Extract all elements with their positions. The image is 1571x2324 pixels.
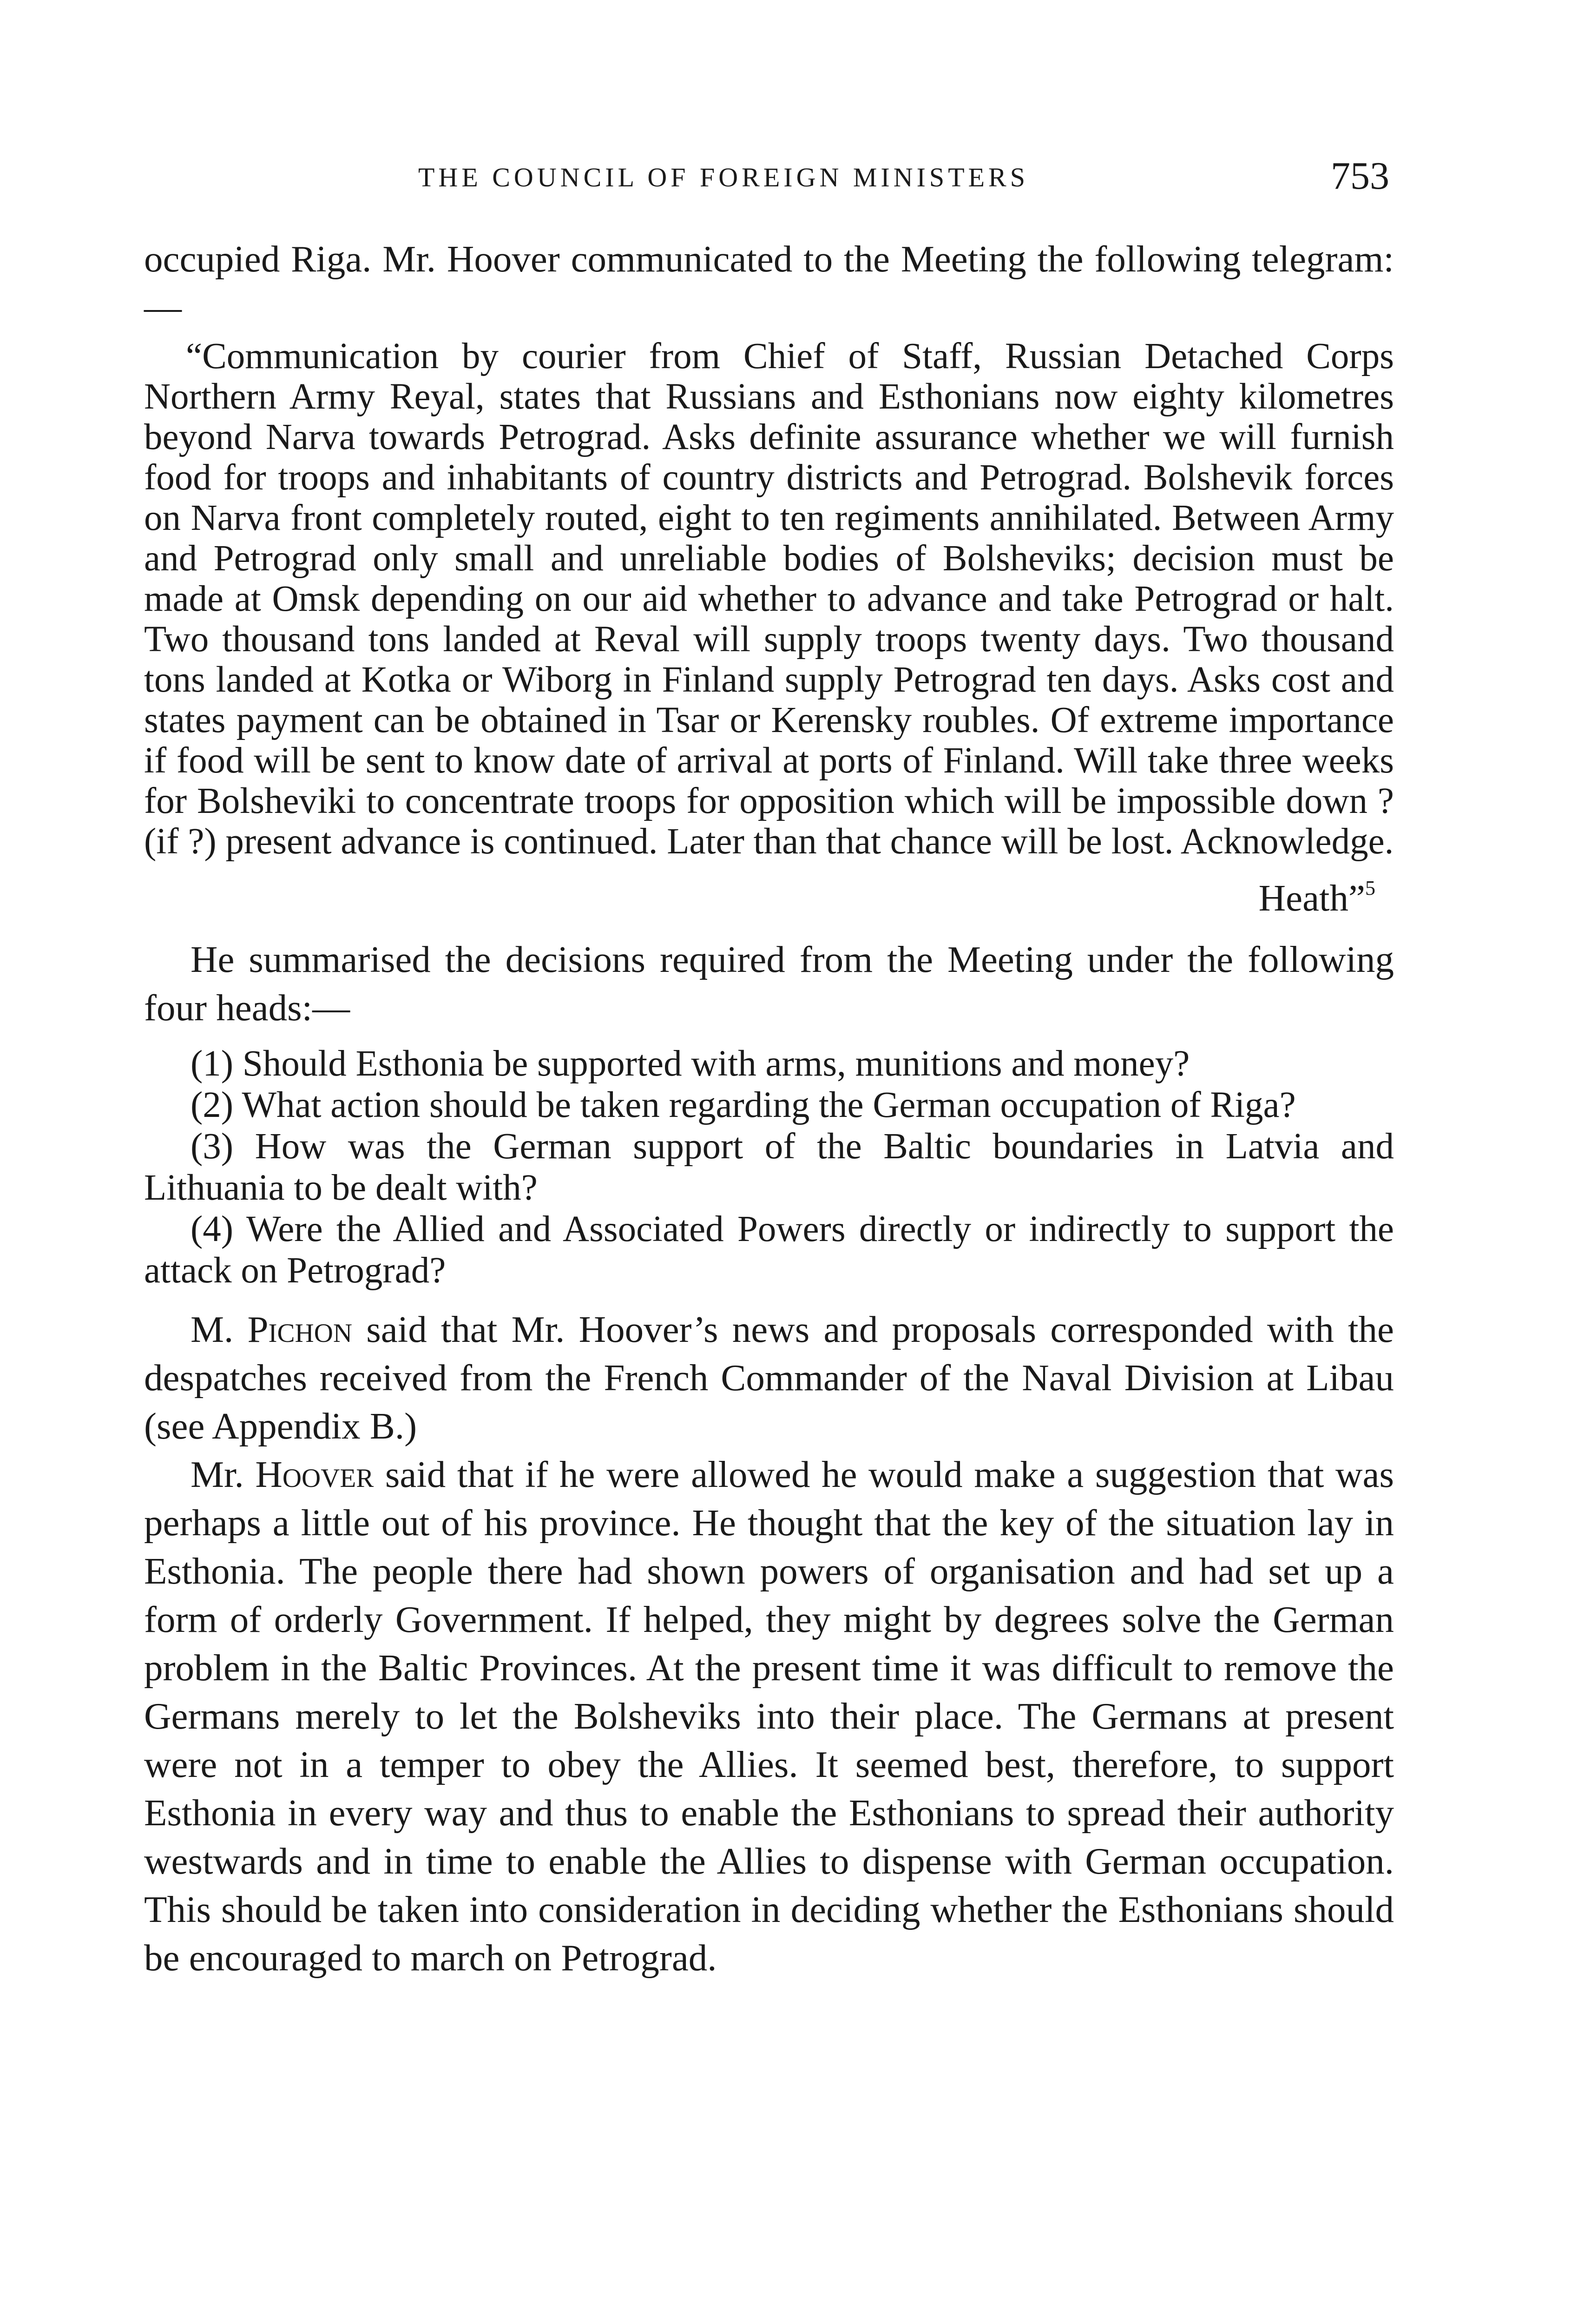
decision-heads-list xyxy=(144,1043,1394,1291)
page-header xyxy=(139,153,1403,205)
running-head: THE COUNCIL OF FOREIGN MINISTERS xyxy=(418,162,1029,192)
list-item: (4) Were the Allied and Associated Powers directly or indirectly to support the attack on Petrograd? xyxy=(144,1209,1394,1291)
telegram-signature xyxy=(144,875,1394,921)
paragraph-summary: He summarised the decisions required from the Meeting under the following four heads:— xyxy=(144,938,1394,1029)
telegram-quote: “Communication by courier from Chief of Staff, Russian Detached Corps Northern Army Reyal, states that Russians and Esthonians now eighty kilometres beyond Narva towards Petrograd. Asks definite assurance whether we will furnish food for troops and inhabitants of country districts and Petrograd. Bolshevik forces on Narva front completely routed, eight to ten regiments annihilated. Between Army and Petrograd only small and unreliable bodies of Bolsheviks; decision must be made at Omsk depending on our aid whether to advance and take Petrograd or halt. Two thousand tons landed at Reval will supply troops twenty days. Two thousand tons landed at Kotka or Wiborg in Finland supply Petrograd ten days. Asks cost and states payment can be obtained in Tsar or Kerensky roubles. Of extreme importance if food will be sent to know date of arrival at ports of Finland. Will take three weeks for Bolsheviki to concentrate troops for opposition which will be impossible down ? (if ?) present advance is continued. Later than that chance will be lost. Acknowledge. xyxy=(144,336,1394,862)
footnote-reference: 5 xyxy=(1365,877,1375,899)
list-item: (2) What action should be taken regarding the German occupation of Riga? xyxy=(191,1085,1296,1125)
paragraph-hoover xyxy=(144,1450,1394,1982)
body-text xyxy=(144,235,1394,1982)
paragraph-pichon xyxy=(144,1305,1394,1450)
speaker-name: Hoover xyxy=(255,1453,374,1495)
paragraph-text: said that if he were allowed he would make a suggestion that was perhaps a little out of his province. He thought that the key of the situation lay in Esthonia. The people there had shown powers of organisation and had set up a form of orderly Government. If helped, they might by degrees solve the German problem in the Baltic Provinces. At the present time it was difficult to remove the Germans merely to let the Bolsheviks into their place. The Germans at present were not in a temper to obey the Allies. It seemed best, therefore, to support Esthonia in every way and thus to enable the Esthonians to spread their authority westwards and in time to enable the Allies to dispense with German occupation. This should be taken into consideration in deciding whether the Esthonians should be encouraged to march on Petrograd. xyxy=(144,1453,1394,1979)
speaker-name: M. Pichon xyxy=(191,1308,353,1350)
paragraph-continuation: occupied Riga. Mr. Hoover communicated to the Meeting the following telegram:— xyxy=(144,238,1394,328)
speaker-prefix: Mr. xyxy=(191,1453,256,1495)
paragraph-text: said that Mr. Hoover’s news and proposals corresponded with the despatches received from the French Commander of the Naval Division at Libau (see Appendix B.) xyxy=(144,1308,1394,1447)
signature-name: Heath” xyxy=(1258,877,1365,919)
list-item: (3) How was the German support of the Baltic boundaries in Latvia and Lithuania to be dealt with? xyxy=(144,1126,1394,1208)
list-item: (1) Should Esthonia be supported with arms, munitions and money? xyxy=(191,1043,1190,1084)
page-number: 753 xyxy=(1331,154,1389,198)
